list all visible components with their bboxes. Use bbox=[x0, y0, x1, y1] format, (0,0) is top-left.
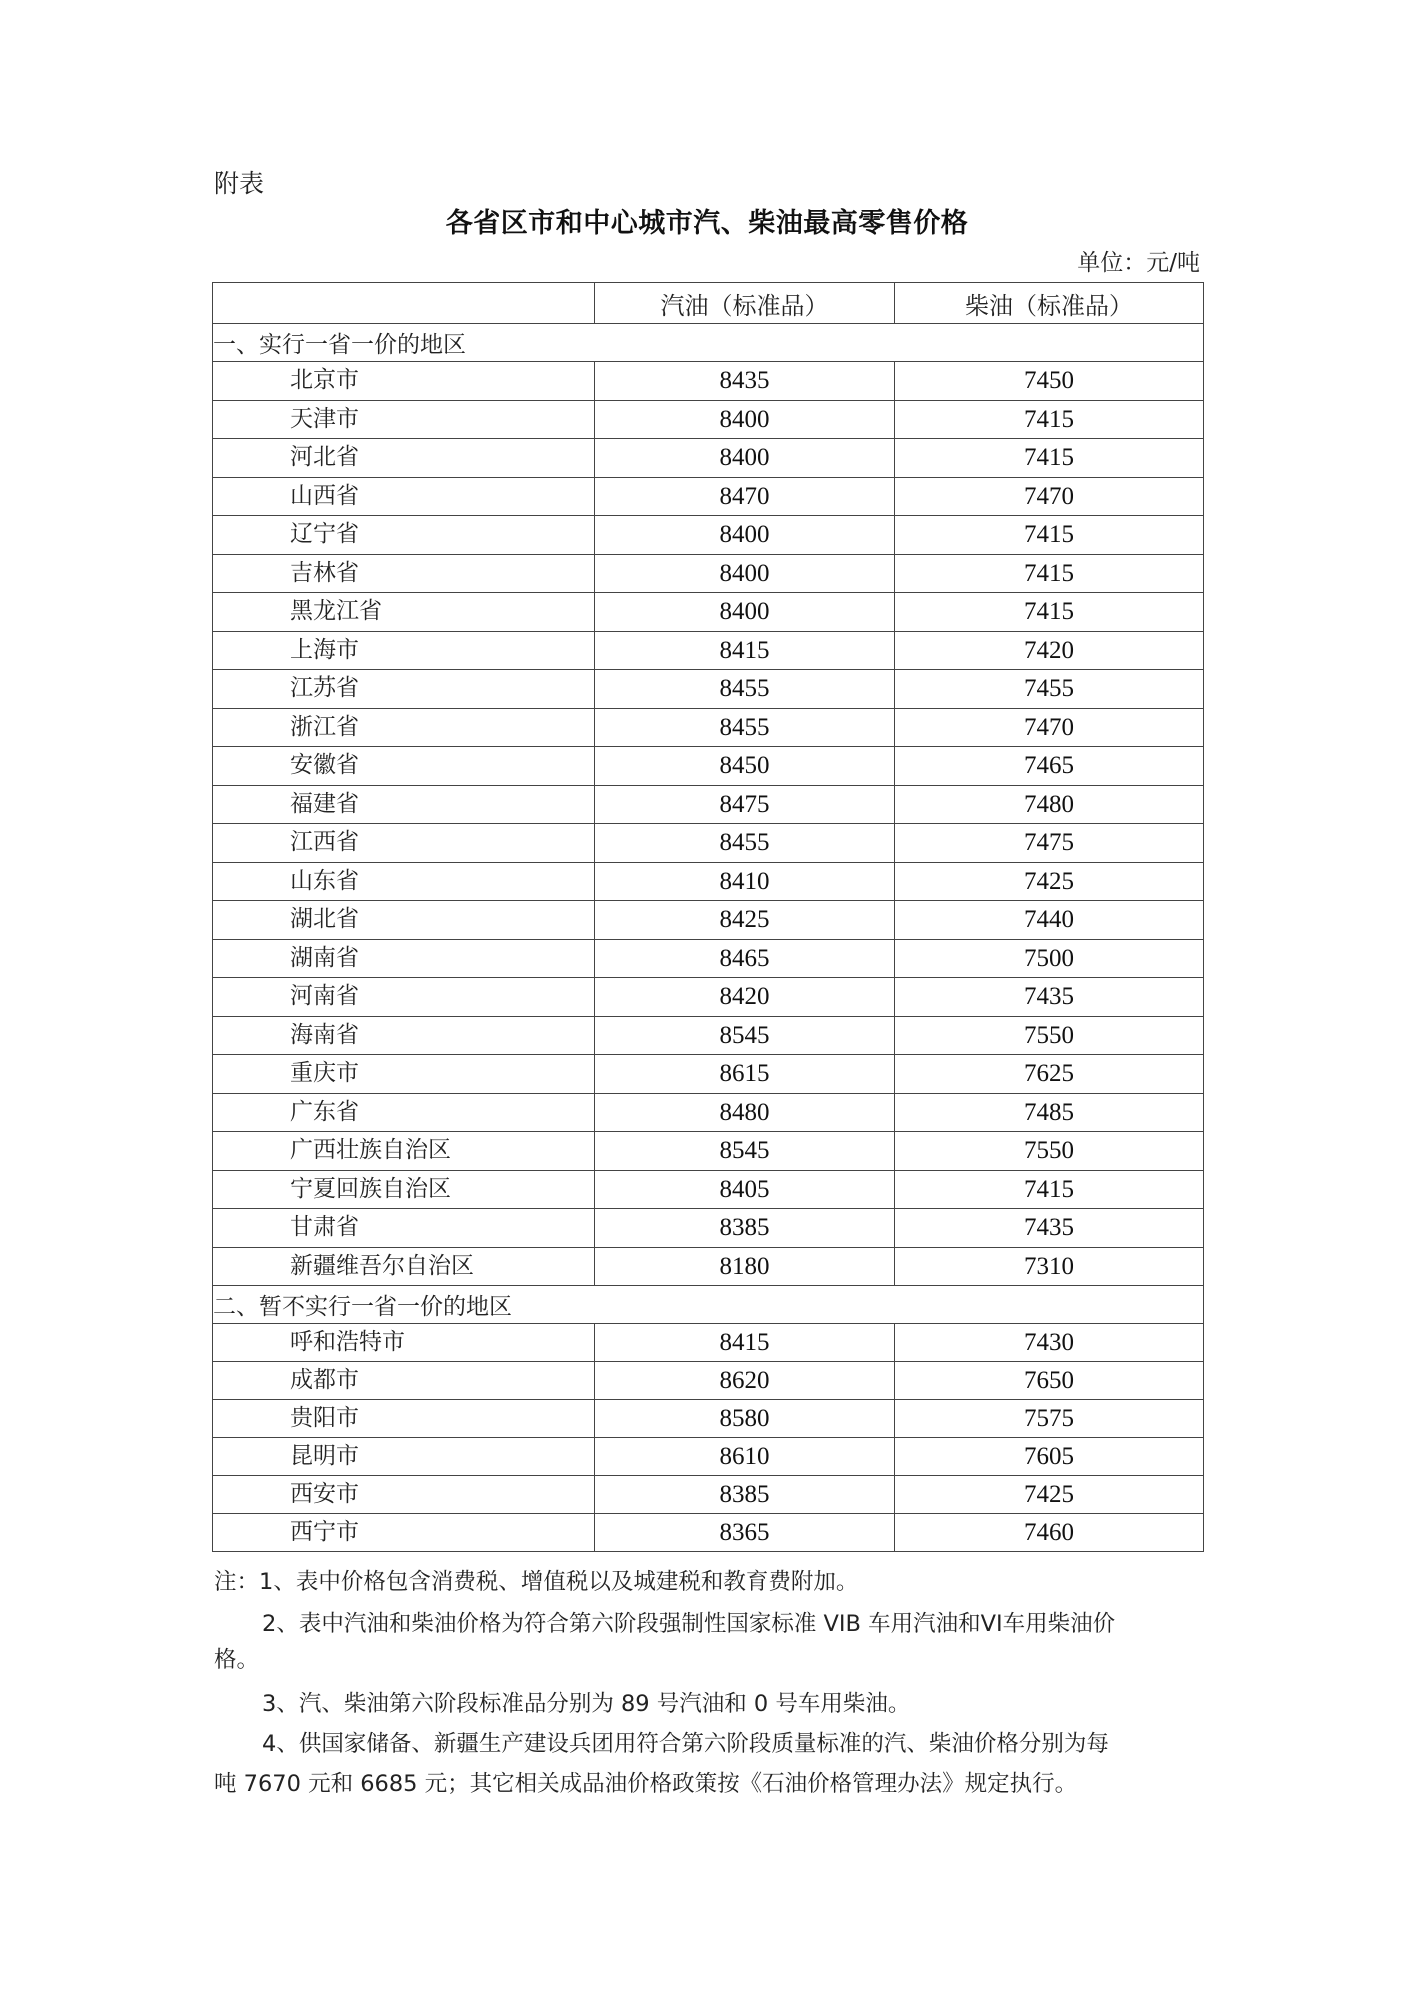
section-header-row bbox=[213, 1286, 1204, 1324]
diesel-price-cell: 7435 bbox=[895, 1209, 1204, 1248]
diesel-price-cell: 7420 bbox=[895, 631, 1204, 670]
table-row bbox=[213, 1514, 1204, 1552]
gasoline-price-cell: 8545 bbox=[595, 1132, 895, 1171]
gasoline-price-cell: 8480 bbox=[595, 1093, 895, 1132]
header-diesel: 柴油（标准品） bbox=[895, 283, 1204, 324]
region-cell: 成都市 bbox=[213, 1362, 595, 1400]
table-row bbox=[213, 1438, 1204, 1476]
region-cell: 宁夏回族自治区 bbox=[213, 1170, 595, 1209]
region-cell: 昆明市 bbox=[213, 1438, 595, 1476]
gasoline-price-cell: 8450 bbox=[595, 747, 895, 786]
gasoline-price-cell: 8400 bbox=[595, 400, 895, 439]
table-row bbox=[213, 631, 1204, 670]
table-row bbox=[213, 862, 1204, 901]
note-4: 4、供国家储备、新疆生产建设兵团用符合第六阶段质量标准的汽、柴油价格分别为每 bbox=[262, 1731, 1109, 1757]
diesel-price-cell: 7440 bbox=[895, 901, 1204, 940]
table-header-row bbox=[213, 283, 1204, 324]
region-cell: 山西省 bbox=[213, 477, 595, 516]
gasoline-price-cell: 8405 bbox=[595, 1170, 895, 1209]
diesel-price-cell: 7415 bbox=[895, 439, 1204, 478]
diesel-price-cell: 7425 bbox=[895, 1476, 1204, 1514]
gasoline-price-cell: 8400 bbox=[595, 516, 895, 555]
region-cell: 吉林省 bbox=[213, 554, 595, 593]
region-cell: 安徽省 bbox=[213, 747, 595, 786]
diesel-price-cell: 7575 bbox=[895, 1400, 1204, 1438]
table-row bbox=[213, 901, 1204, 940]
table-row bbox=[213, 439, 1204, 478]
table-row bbox=[213, 593, 1204, 632]
table-row bbox=[213, 1132, 1204, 1171]
diesel-price-cell: 7605 bbox=[895, 1438, 1204, 1476]
region-cell: 辽宁省 bbox=[213, 516, 595, 555]
region-cell: 甘肃省 bbox=[213, 1209, 595, 1248]
section-label: 二、暂不实行一省一价的地区 bbox=[213, 1286, 1204, 1324]
diesel-price-cell: 7425 bbox=[895, 862, 1204, 901]
region-cell: 山东省 bbox=[213, 862, 595, 901]
diesel-price-cell: 7470 bbox=[895, 708, 1204, 747]
table-row bbox=[213, 1247, 1204, 1286]
table-row bbox=[213, 1209, 1204, 1248]
page-title: 各省区市和中心城市汽、柴油最高零售价格 bbox=[445, 208, 969, 239]
region-cell: 呼和浩特市 bbox=[213, 1324, 595, 1362]
region-cell: 河北省 bbox=[213, 439, 595, 478]
region-cell: 浙江省 bbox=[213, 708, 595, 747]
region-cell: 西安市 bbox=[213, 1476, 595, 1514]
gasoline-price-cell: 8455 bbox=[595, 708, 895, 747]
diesel-price-cell: 7470 bbox=[895, 477, 1204, 516]
table-row bbox=[213, 785, 1204, 824]
region-cell: 上海市 bbox=[213, 631, 595, 670]
table-row bbox=[213, 1400, 1204, 1438]
diesel-price-cell: 7625 bbox=[895, 1055, 1204, 1094]
diesel-price-cell: 7465 bbox=[895, 747, 1204, 786]
table-body bbox=[213, 324, 1204, 1552]
diesel-price-cell: 7430 bbox=[895, 1324, 1204, 1362]
gasoline-price-cell: 8435 bbox=[595, 362, 895, 401]
gasoline-price-cell: 8465 bbox=[595, 939, 895, 978]
diesel-price-cell: 7460 bbox=[895, 1514, 1204, 1552]
note-1: 注：1、表中价格包含消费税、增值税以及城建税和教育费附加。 bbox=[214, 1569, 859, 1595]
table-row bbox=[213, 708, 1204, 747]
gasoline-price-cell: 8410 bbox=[595, 862, 895, 901]
gasoline-price-cell: 8385 bbox=[595, 1476, 895, 1514]
gasoline-price-cell: 8400 bbox=[595, 554, 895, 593]
diesel-price-cell: 7435 bbox=[895, 978, 1204, 1017]
region-cell: 北京市 bbox=[213, 362, 595, 401]
section-header-row bbox=[213, 324, 1204, 362]
region-cell: 江西省 bbox=[213, 824, 595, 863]
gasoline-price-cell: 8425 bbox=[595, 901, 895, 940]
gasoline-price-cell: 8475 bbox=[595, 785, 895, 824]
note-2-continuation: 格。 bbox=[214, 1647, 260, 1673]
table-row bbox=[213, 1016, 1204, 1055]
table-row bbox=[213, 1170, 1204, 1209]
diesel-price-cell: 7500 bbox=[895, 939, 1204, 978]
region-cell: 重庆市 bbox=[213, 1055, 595, 1094]
diesel-price-cell: 7450 bbox=[895, 362, 1204, 401]
diesel-price-cell: 7480 bbox=[895, 785, 1204, 824]
unit-label: 单位：元/吨 bbox=[1077, 250, 1200, 276]
gasoline-price-cell: 8400 bbox=[595, 439, 895, 478]
gasoline-price-cell: 8180 bbox=[595, 1247, 895, 1286]
table-row bbox=[213, 400, 1204, 439]
diesel-price-cell: 7415 bbox=[895, 554, 1204, 593]
table-row bbox=[213, 978, 1204, 1017]
diesel-price-cell: 7415 bbox=[895, 1170, 1204, 1209]
region-cell: 广西壮族自治区 bbox=[213, 1132, 595, 1171]
table-row bbox=[213, 554, 1204, 593]
region-cell: 河南省 bbox=[213, 978, 595, 1017]
gasoline-price-cell: 8455 bbox=[595, 670, 895, 709]
appendix-label: 附表 bbox=[214, 169, 265, 198]
region-cell: 广东省 bbox=[213, 1093, 595, 1132]
region-cell: 西宁市 bbox=[213, 1514, 595, 1552]
gasoline-price-cell: 8420 bbox=[595, 978, 895, 1017]
table-row bbox=[213, 939, 1204, 978]
gasoline-price-cell: 8365 bbox=[595, 1514, 895, 1552]
diesel-price-cell: 7415 bbox=[895, 400, 1204, 439]
region-cell: 贵阳市 bbox=[213, 1400, 595, 1438]
gasoline-price-cell: 8400 bbox=[595, 593, 895, 632]
note-4-continuation: 吨 7670 元和 6685 元；其它相关成品油价格政策按《石油价格管理办法》规定执行。 bbox=[214, 1771, 1078, 1797]
table-row bbox=[213, 1324, 1204, 1362]
region-cell: 湖南省 bbox=[213, 939, 595, 978]
diesel-price-cell: 7550 bbox=[895, 1016, 1204, 1055]
region-cell: 黑龙江省 bbox=[213, 593, 595, 632]
gasoline-price-cell: 8470 bbox=[595, 477, 895, 516]
region-cell: 新疆维吾尔自治区 bbox=[213, 1247, 595, 1286]
section-label: 一、实行一省一价的地区 bbox=[213, 324, 1204, 362]
gasoline-price-cell: 8455 bbox=[595, 824, 895, 863]
table-row bbox=[213, 1055, 1204, 1094]
note-2: 2、表中汽油和柴油价格为符合第六阶段强制性国家标准 VIB 车用汽油和VI车用柴油价 bbox=[262, 1611, 1116, 1637]
price-table bbox=[212, 282, 1204, 1552]
region-cell: 天津市 bbox=[213, 400, 595, 439]
region-cell: 福建省 bbox=[213, 785, 595, 824]
region-cell: 江苏省 bbox=[213, 670, 595, 709]
region-cell: 海南省 bbox=[213, 1016, 595, 1055]
header-region bbox=[213, 283, 595, 324]
gasoline-price-cell: 8615 bbox=[595, 1055, 895, 1094]
diesel-price-cell: 7550 bbox=[895, 1132, 1204, 1171]
table-row bbox=[213, 1476, 1204, 1514]
diesel-price-cell: 7415 bbox=[895, 516, 1204, 555]
diesel-price-cell: 7650 bbox=[895, 1362, 1204, 1400]
diesel-price-cell: 7475 bbox=[895, 824, 1204, 863]
diesel-price-cell: 7310 bbox=[895, 1247, 1204, 1286]
gasoline-price-cell: 8580 bbox=[595, 1400, 895, 1438]
diesel-price-cell: 7455 bbox=[895, 670, 1204, 709]
gasoline-price-cell: 8385 bbox=[595, 1209, 895, 1248]
table-row bbox=[213, 1362, 1204, 1400]
table-row bbox=[213, 1093, 1204, 1132]
note-3: 3、汽、柴油第六阶段标准品分别为 89 号汽油和 0 号车用柴油。 bbox=[262, 1691, 911, 1717]
table-row bbox=[213, 477, 1204, 516]
header-gasoline: 汽油（标准品） bbox=[595, 283, 895, 324]
diesel-price-cell: 7485 bbox=[895, 1093, 1204, 1132]
gasoline-price-cell: 8415 bbox=[595, 631, 895, 670]
diesel-price-cell: 7415 bbox=[895, 593, 1204, 632]
table-row bbox=[213, 747, 1204, 786]
gasoline-price-cell: 8620 bbox=[595, 1362, 895, 1400]
region-cell: 湖北省 bbox=[213, 901, 595, 940]
table-row bbox=[213, 670, 1204, 709]
table-row bbox=[213, 516, 1204, 555]
table-row bbox=[213, 362, 1204, 401]
table-row bbox=[213, 824, 1204, 863]
gasoline-price-cell: 8415 bbox=[595, 1324, 895, 1362]
gasoline-price-cell: 8610 bbox=[595, 1438, 895, 1476]
gasoline-price-cell: 8545 bbox=[595, 1016, 895, 1055]
